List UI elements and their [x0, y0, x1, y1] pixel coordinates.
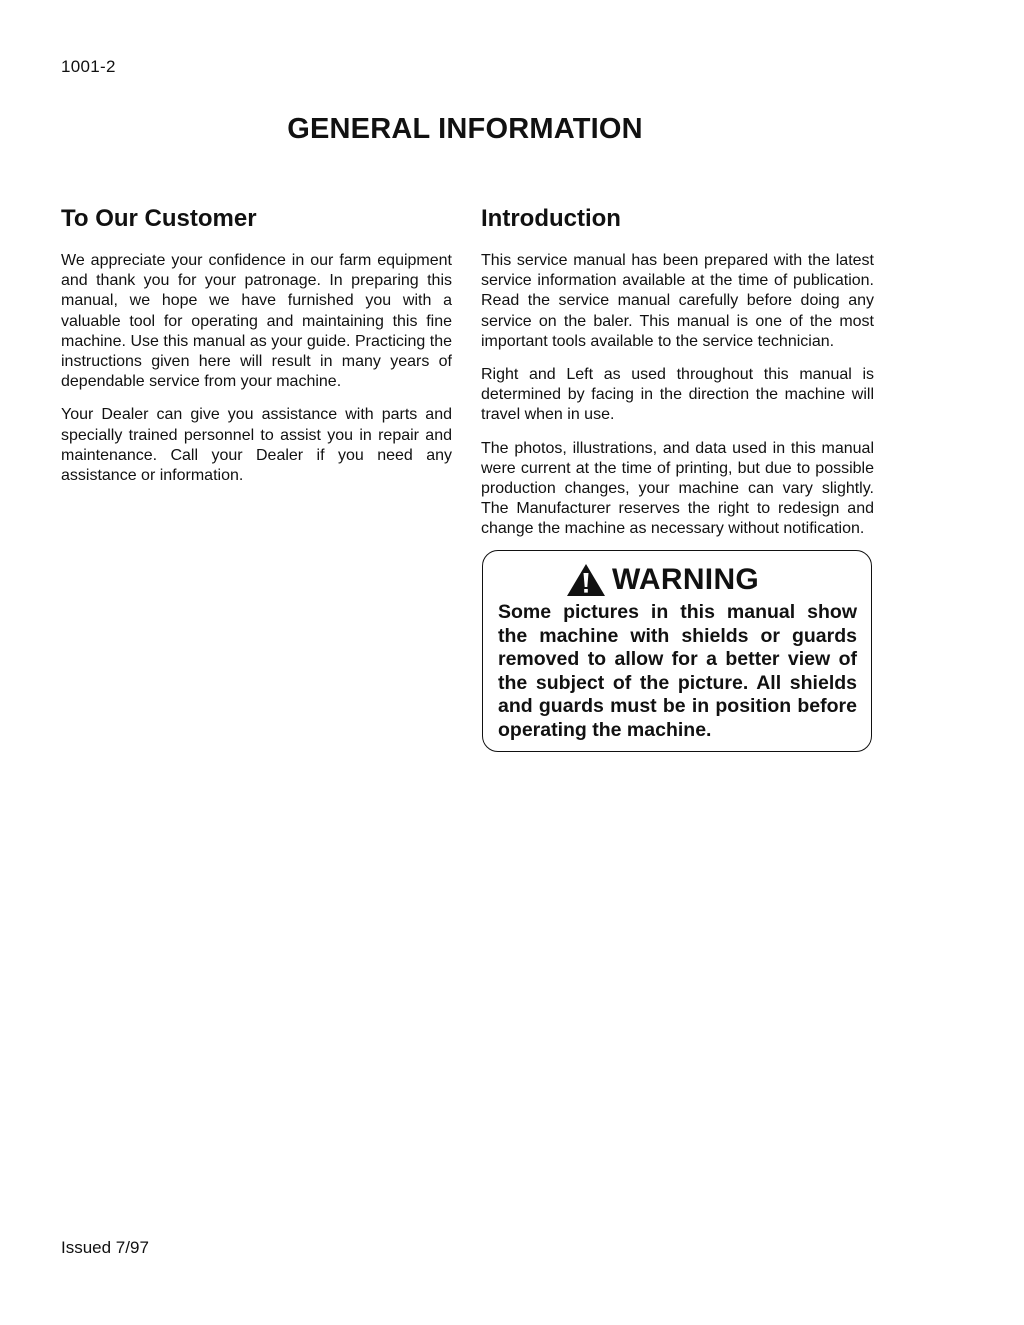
- customer-heading: To Our Customer: [61, 205, 257, 232]
- customer-paragraph: Your Dealer can give you assistance with parts and specially trained personnel to assist you in repair and maintenance. Call your Dealer if you need any assistance or information.: [61, 406, 452, 485]
- warning-title: WARNING: [611, 563, 760, 596]
- introduction-heading: Introduction: [481, 205, 621, 232]
- introduction-paragraph: Right and Left as used throughout this manual is determined by facing in the direction the machine will travel when in use.: [481, 366, 874, 424]
- introduction-section: [481, 204, 874, 553]
- issued-date: Issued 7/97: [61, 1238, 149, 1257]
- warning-text: Some pictures in this manual show the machine with shields or guards removed to allow for a better view of the subject of the picture. All shields and guards must be in position before operating the machine.: [498, 601, 857, 741]
- customer-paragraph: We appreciate your confidence in our farm equipment and thank you for your patronage. In preparing this manual, we hope we have furnished you with a valuable tool for operating and maintaining this fine machine. Use this manual as your guide. Practicing the instructions given here will result in many years of dependable service from your machine.: [61, 252, 452, 391]
- page-number: 1001-2: [61, 57, 116, 76]
- warning-header: [498, 563, 857, 597]
- page-title: GENERAL INFORMATION: [287, 113, 643, 145]
- warning-box: [482, 550, 872, 752]
- customer-section: [61, 204, 452, 499]
- introduction-paragraph: This service manual has been prepared with the latest service information available at the time of publication. Read the service manual carefully before doing any service on the baler. This manual is one of the most important tools available to the service technician.: [481, 252, 874, 350]
- warning-triangle-icon: [566, 563, 606, 597]
- introduction-paragraph: The photos, illustrations, and data used in this manual were current at the time of printing, but due to possible production changes, your machine can vary slightly. The Manufacturer reserves the right to redesign and change the machine as necessary without notification.: [481, 439, 874, 538]
